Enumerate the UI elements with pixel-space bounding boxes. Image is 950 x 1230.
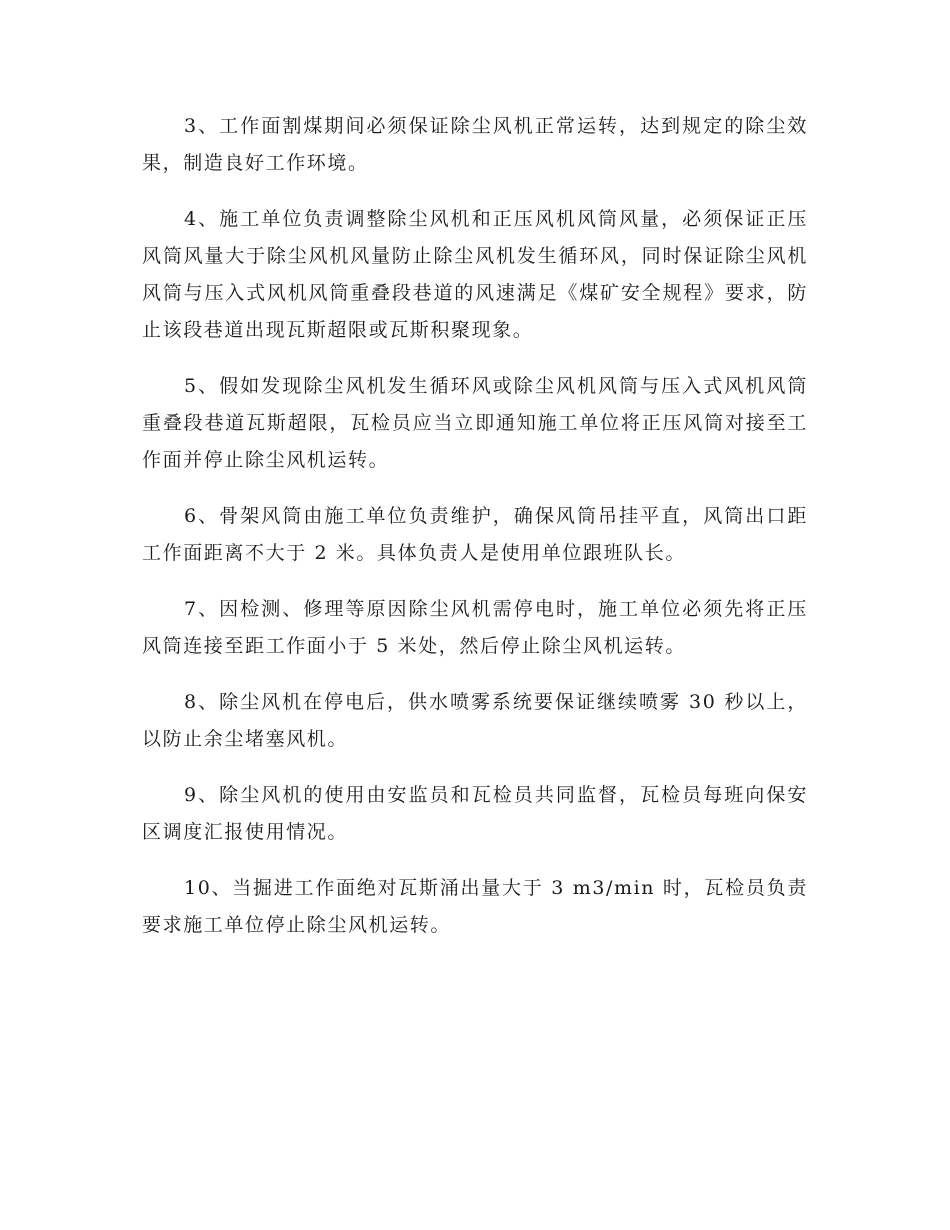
paragraph-item-10: 10、当掘进工作面绝对瓦斯涌出量大于 3 m3/min 时，瓦检员负责要求施工单位停止除尘风机运转。 xyxy=(142,877,808,936)
paragraph-item-5: 5、假如发现除尘风机发生循环风或除尘风机风筒与压入式风机风筒重叠段巷道瓦斯超限，瓦检员应当立即通知施工单位将正压风筒对接至工作面并停止除尘风机运转。 xyxy=(142,375,808,471)
paragraph-item-8: 8、除尘风机在停电后，供水喷雾系统要保证继续喷雾 30 秒以上，以防止余尘堵塞风机。 xyxy=(142,691,808,750)
paragraph-item-7: 7、因检测、修理等原因除尘风机需停电时，施工单位必须先将正压风筒连接至距工作面小于 5 米处，然后停止除尘风机运转。 xyxy=(142,598,808,657)
paragraph-item-3: 3、工作面割煤期间必须保证除尘风机正常运转，达到规定的除尘效果，制造良好工作环境。 xyxy=(142,115,808,174)
paragraph-item-6: 6、骨架风筒由施工单位负责维护，确保风筒吊挂平直，风筒出口距工作面距离不大于 2 米。具体负责人是使用单位跟班队长。 xyxy=(142,505,808,564)
paragraph-item-4: 4、施工单位负责调整除尘风机和正压风机风筒风量，必须保证正压风筒风量大于除尘风机风量防止除尘风机发生循环风，同时保证除尘风机风筒与压入式风机风筒重叠段巷道的风速满足《煤矿安全规程》要求，防止该段巷道出现瓦斯超限或瓦斯积聚现象。 xyxy=(142,208,808,341)
document-body xyxy=(142,108,808,963)
paragraph-item-9: 9、除尘风机的使用由安监员和瓦检员共同监督，瓦检员每班向保安区调度汇报使用情况。 xyxy=(142,784,808,843)
